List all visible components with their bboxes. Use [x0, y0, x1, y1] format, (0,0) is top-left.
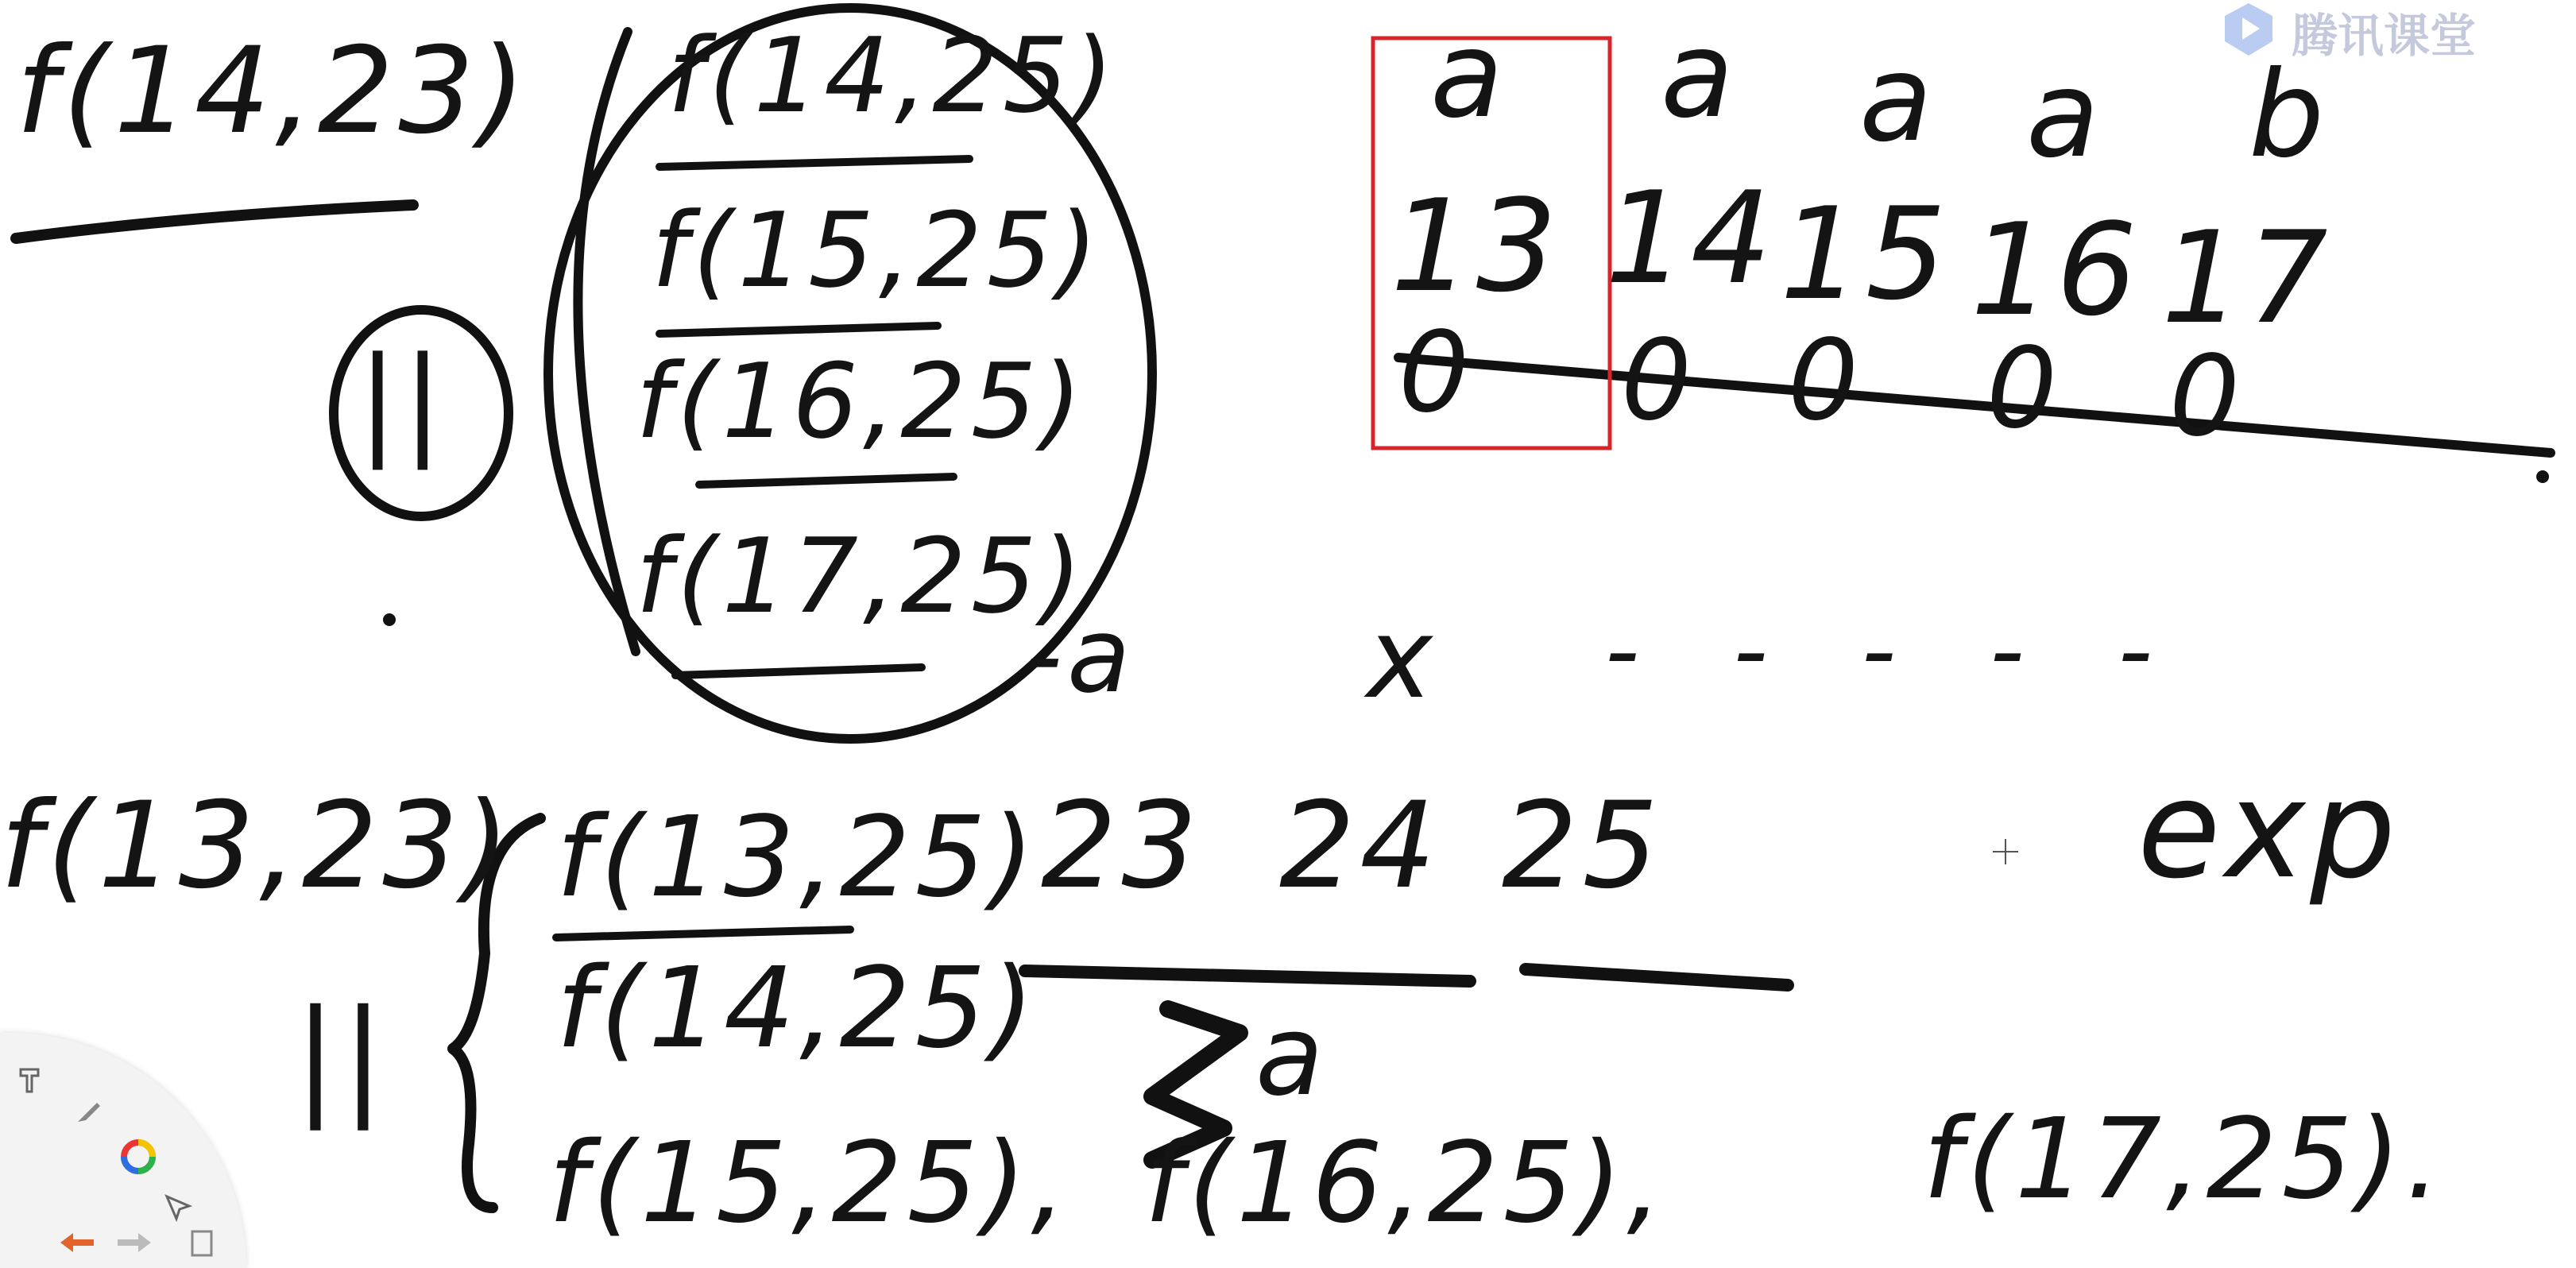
- underline-stroke: [675, 667, 922, 675]
- row1-rhs-3: f(16,25): [636, 341, 1087, 462]
- row1-rhs-2: f(15,25): [652, 190, 1103, 311]
- letter-a-3: a: [1859, 30, 1937, 168]
- color-wheel-icon[interactable]: [116, 1135, 161, 1179]
- row1-or-operator: ||: [358, 332, 448, 470]
- row2-rhs-5: f(17,25).: [1923, 1095, 2446, 1224]
- underline-stroke: [659, 326, 938, 334]
- pen-icon[interactable]: [67, 1088, 111, 1133]
- zero-3: 0: [1788, 316, 1864, 446]
- row1-rhs-1: f(14,25): [667, 15, 1119, 136]
- strike-stroke: [1398, 358, 2551, 453]
- letter-a-2: a: [1661, 6, 1739, 145]
- index-14: 14: [1605, 164, 1777, 312]
- row2-rhs-1: f(13,25): [556, 793, 1039, 922]
- dot-mark: [2536, 470, 2549, 483]
- underline-stroke: [659, 159, 969, 167]
- num-24: 24: [1279, 777, 1441, 915]
- exp-label: exp: [2137, 752, 2401, 909]
- row1-dashes: - - - - -: [1605, 596, 2185, 706]
- zero-2: 0: [1621, 316, 1697, 446]
- index-13: 13: [1390, 172, 1562, 320]
- row2-note-a: a: [1255, 992, 1329, 1121]
- underline-stroke: [16, 205, 413, 238]
- row2-lhs: f(13,23): [0, 777, 515, 915]
- row1-rhs-4: f(17,25): [636, 516, 1087, 636]
- underline-stroke: [556, 930, 850, 937]
- zero-5: 0: [2169, 332, 2245, 462]
- num-25: 25: [1502, 777, 1663, 915]
- index-17: 17: [2161, 203, 2333, 352]
- underline-stroke: [699, 477, 953, 485]
- index-15: 15: [1780, 180, 1951, 328]
- undo-icon[interactable]: [56, 1220, 100, 1265]
- row2-or-operator: ||: [294, 982, 389, 1131]
- row1-minus-a: -a: [1025, 595, 1135, 716]
- redo-icon[interactable]: [111, 1220, 156, 1265]
- letter-a-4: a: [2026, 46, 2104, 184]
- watermark-text: 腾讯课堂: [2292, 9, 2477, 63]
- row2-rhs-4: f(16,25),: [1144, 1119, 1667, 1248]
- zero-4: 0: [1986, 324, 2063, 454]
- letter-b: b: [2249, 46, 2330, 184]
- bar-stroke: [1025, 971, 1470, 981]
- crosshair-cursor-icon: [1991, 837, 2020, 866]
- letter-a-1: a: [1430, 6, 1508, 145]
- zero-1: 0: [1398, 308, 1475, 438]
- row2-rhs-2: f(14,25): [556, 944, 1039, 1073]
- index-16: 16: [1971, 195, 2142, 344]
- row2-rhs-3: f(15,25),: [548, 1119, 1071, 1248]
- bar-stroke: [1526, 969, 1788, 985]
- hammer-icon[interactable]: [10, 1057, 54, 1101]
- num-23: 23: [1041, 777, 1202, 915]
- row1-x-mark: x: [1367, 594, 1437, 724]
- pages-icon[interactable]: [180, 1220, 224, 1265]
- row1-lhs: f(14,23): [16, 22, 531, 160]
- dot-mark: [383, 613, 396, 626]
